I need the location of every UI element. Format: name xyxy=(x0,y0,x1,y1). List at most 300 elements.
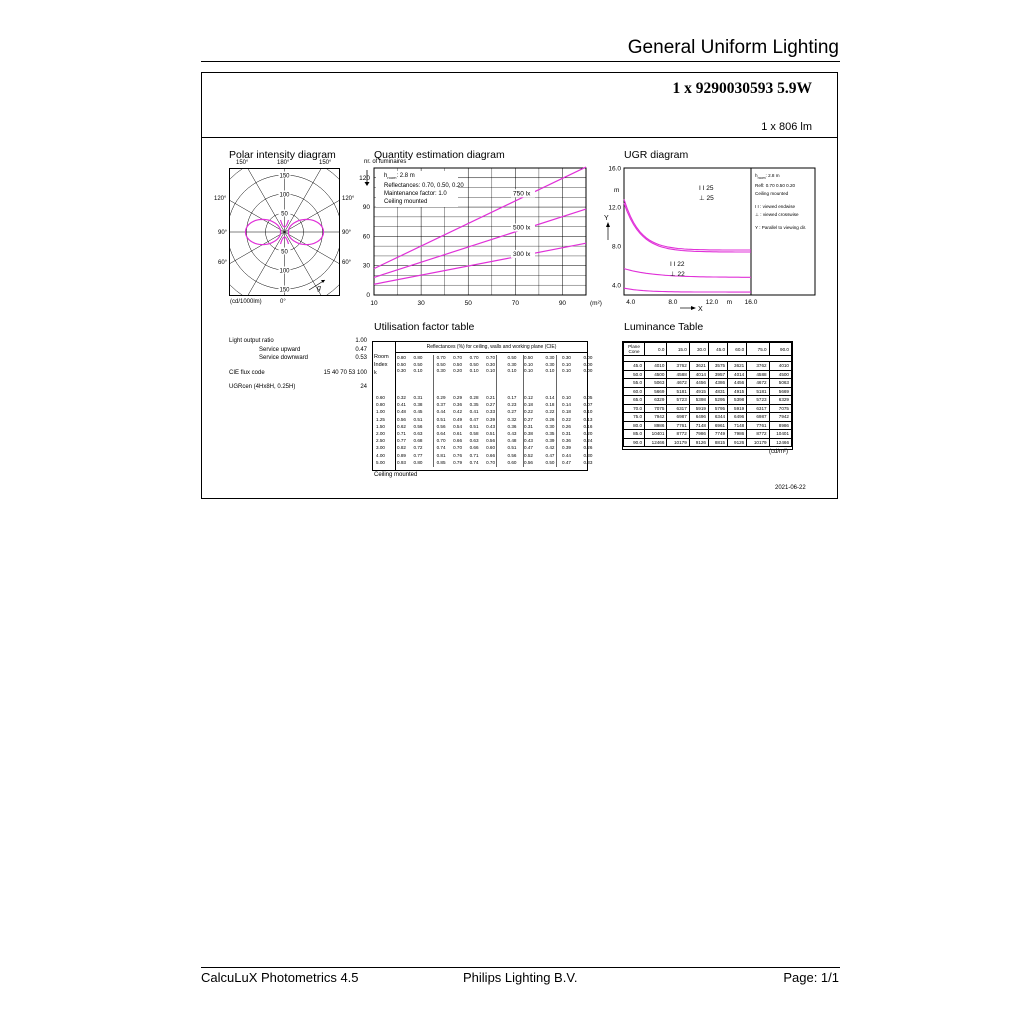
ugr-x-tick: 16.0 xyxy=(744,299,758,306)
utilisation-cell: 0.22 xyxy=(524,409,533,415)
plane-header: 0.0 xyxy=(645,343,667,356)
reflectance-cell: 0.50 xyxy=(469,361,479,367)
utilisation-cell: 0.70 xyxy=(453,445,463,451)
ugr-x-tick: 12.0 xyxy=(705,299,719,306)
quantity-x-tick: 10 xyxy=(370,300,378,307)
quantity-legend: $h_{room}$: 2.8 m Reflectances: 0.70, 0.50, 0.20 Maintenance factor: 1.0 Ceiling mounted xyxy=(384,173,464,206)
luminance-table xyxy=(623,342,792,447)
footer-software: CalcuLuX Photometrics 4.5 xyxy=(201,970,359,985)
room-index-cell: 5.00 xyxy=(376,459,385,465)
reflectance-cell: 0.30 xyxy=(397,368,406,374)
reflectance-cell: 0.50 xyxy=(397,361,406,367)
utilisation-cell: 0.47 xyxy=(562,459,571,465)
utilisation-cell: 0.41 xyxy=(397,402,406,408)
luminance-cell: 7761 xyxy=(747,421,769,430)
polar-angle-right-90: 90° xyxy=(342,230,352,236)
reflectance-cell: 0.10 xyxy=(413,368,423,374)
utilisation-cell: 0.31 xyxy=(562,430,571,436)
utilisation-title: Utilisation factor table xyxy=(374,321,475,333)
utilisation-cell: 0.33 xyxy=(486,409,496,415)
utilisation-cell: 0.63 xyxy=(469,438,479,444)
footer-company: Philips Lighting B.V. xyxy=(463,970,578,985)
utilisation-cell: 0.51 xyxy=(413,416,423,422)
luminance-cell: 10179 xyxy=(747,438,769,447)
luminance-cell: 6329 xyxy=(645,396,667,405)
luminance-cell: 6317 xyxy=(667,404,689,413)
utilisation-cell: 0.39 xyxy=(486,416,496,422)
plane-header: 90.0 xyxy=(769,343,791,356)
utilisation-cell: 0.16 xyxy=(583,423,593,429)
utilisation-cell: 0.45 xyxy=(413,409,423,415)
reflectance-cell: 0.10 xyxy=(562,368,571,374)
utilisation-cell: 0.31 xyxy=(413,395,423,400)
utilisation-cell: 0.51 xyxy=(469,423,479,429)
polar-radial-label: 150 xyxy=(279,173,290,180)
utilisation-cell: 0.14 xyxy=(562,402,571,408)
light-output-table: Light output ratio 1.00 Service upward 0.47 Service downward 0.53 CIE flux code 15 40 70 53 100 UGRcen (4Hx8H, 0.25H) 24 xyxy=(229,338,367,390)
utilisation-cell: 0.05 xyxy=(583,395,593,400)
plane-header: 15.0 xyxy=(667,343,689,356)
utilisation-cell: 0.47 xyxy=(469,416,479,422)
utilisation-cell: 0.70 xyxy=(486,459,496,465)
luminance-cell: 7986 xyxy=(728,430,747,439)
luminance-cell: 12466 xyxy=(645,438,667,447)
luminance-cell: 4588 xyxy=(667,370,689,379)
footer-page: Page: 1/1 xyxy=(783,970,839,985)
utilisation-cell: 0.77 xyxy=(413,452,423,458)
utilisation-cell: 0.66 xyxy=(453,438,463,444)
luminance-title: Luminance Table xyxy=(624,321,704,333)
utilisation-cell: 0.71 xyxy=(469,452,479,458)
luminance-cell: 5723 xyxy=(667,396,689,405)
luminance-cell: 9126 xyxy=(689,438,708,447)
ugr-axis-y: Y xyxy=(604,215,609,222)
room-index-cell: 1.25 xyxy=(376,416,385,422)
utilisation-cell: 0.36 xyxy=(453,402,463,408)
ugr-curve-lower xyxy=(624,269,751,278)
utilisation-cell: 0.74 xyxy=(469,459,479,465)
luminance-cell: 5398 xyxy=(689,396,708,405)
utilisation-cell: 0.93 xyxy=(397,459,406,465)
reflectance-cell: 0.50 xyxy=(524,355,533,360)
cone-cell: 45.0 xyxy=(624,362,645,371)
utilisation-cell: 0.61 xyxy=(453,430,463,436)
luminance-cell: 7749 xyxy=(708,430,727,439)
polar-diagram xyxy=(229,168,340,296)
cone-cell: 60.0 xyxy=(624,387,645,396)
luminance-cell: 5919 xyxy=(689,404,708,413)
utilisation-cell: 0.64 xyxy=(436,430,446,436)
reflectance-cell: 0.70 xyxy=(453,355,463,360)
polar-title: Polar intensity diagram xyxy=(229,149,336,161)
luminance-cell: 6961 xyxy=(708,421,727,430)
utilisation-cell: 0.68 xyxy=(413,438,423,444)
luminance-cell: 4915 xyxy=(728,387,747,396)
reflectance-cell: 0.00 xyxy=(583,361,593,367)
utilisation-cell: 0.17 xyxy=(507,395,517,400)
room-index-cell: 4.00 xyxy=(376,452,385,458)
reflectance-cell: 0.80 xyxy=(397,355,406,360)
utilisation-cell: 0.51 xyxy=(507,445,517,451)
room-index-cell: 1.50 xyxy=(376,423,385,429)
luminance-cell: 5669 xyxy=(645,387,667,396)
utilisation-cell: 0.60 xyxy=(486,445,496,451)
reflectance-cell: 0.50 xyxy=(436,361,446,367)
utilisation-cell: 0.26 xyxy=(583,445,593,451)
utilisation-cell: 0.47 xyxy=(545,452,555,458)
polar-radial-label: 100 xyxy=(279,268,290,275)
utilisation-cell: 0.62 xyxy=(397,423,406,429)
ugr-legend: $h_{room}$: 2.8 m Refl: 0.70 0.50 0.20 Ceiling mounted I I : viewed endwise ⊥ : viewed crosswise Y : Parallel to viewing dir. xyxy=(755,173,807,231)
utilisation-cell: 0.32 xyxy=(397,395,406,400)
luminance-cell: 3762 xyxy=(667,362,689,371)
luminance-cell: 7148 xyxy=(728,421,747,430)
luminance-cell: 10401 xyxy=(645,430,667,439)
reflectance-cell: 0.10 xyxy=(469,368,479,374)
utilisation-cell: 0.66 xyxy=(469,445,479,451)
utilisation-cell: 0.58 xyxy=(469,430,479,436)
luminance-cell: 6317 xyxy=(747,404,769,413)
utilisation-cell: 0.37 xyxy=(436,402,446,408)
luminance-cell: 4672 xyxy=(667,379,689,388)
utilisation-cell: 0.12 xyxy=(524,395,533,400)
utilisation-cell: 0.56 xyxy=(524,459,533,465)
ugr-label-bottom-crosswise: ⊥ 22 xyxy=(670,271,685,278)
utilisation-cell: 0.60 xyxy=(507,459,517,465)
luminance-cell: 7761 xyxy=(667,421,689,430)
luminance-table-box xyxy=(622,341,793,450)
plane-label: Plane xyxy=(628,344,640,349)
utilisation-cell: 0.24 xyxy=(583,438,593,444)
utilisation-cell: 0.38 xyxy=(524,430,533,436)
reflectance-cell: 0.50 xyxy=(507,355,517,360)
plane-header: 30.0 xyxy=(689,343,708,356)
reflectance-cell: 0.30 xyxy=(545,361,555,367)
utilisation-cell: 0.14 xyxy=(545,395,555,400)
luminance-cell: 6987 xyxy=(667,413,689,422)
luminance-cell: 4915 xyxy=(689,387,708,396)
utilisation-cell: 0.13 xyxy=(583,416,593,422)
utilisation-cell: 0.79 xyxy=(453,459,463,465)
cone-cell: 50.0 xyxy=(624,370,645,379)
polar-top-angle-center: 180° xyxy=(277,160,290,166)
utilisation-cell: 0.36 xyxy=(507,423,517,429)
utilisation-cell: 0.85 xyxy=(436,459,446,465)
ugr-axis-x: X xyxy=(698,306,703,313)
luminance-cell: 4386 xyxy=(708,379,727,388)
polar-radial-label: 150 xyxy=(279,287,290,294)
ugr-title: UGR diagram xyxy=(624,149,689,161)
cone-cell: 90.0 xyxy=(624,438,645,447)
luminance-cell: 10179 xyxy=(667,438,689,447)
utilisation-cell: 0.27 xyxy=(507,409,517,415)
luminance-cell: 12466 xyxy=(769,438,791,447)
reflectance-cell: 0.80 xyxy=(413,355,423,360)
reflectance-cell: 0.70 xyxy=(436,355,446,360)
quantity-series-label: 500 lx xyxy=(512,224,531,232)
utilisation-cell: 0.51 xyxy=(436,416,446,422)
quantity-y-tick: 30 xyxy=(362,262,370,270)
room-index-header: Room Index k xyxy=(374,354,389,376)
polar-angle-left-90: 90° xyxy=(218,230,228,236)
polar-radial-label: 50 xyxy=(281,211,288,218)
luminance-cell: 10401 xyxy=(769,430,791,439)
luminance-cell: 7148 xyxy=(689,421,708,430)
polar-radial-label: 100 xyxy=(279,192,290,199)
utilisation-cell: 0.18 xyxy=(524,402,533,408)
reflectance-cell: 0.10 xyxy=(507,368,517,374)
utilisation-cell: 0.42 xyxy=(453,409,463,415)
utilisation-cell: 0.10 xyxy=(562,395,571,400)
polar-angle-right-60: 60° xyxy=(342,260,352,266)
utilisation-cell: 0.18 xyxy=(545,402,555,408)
luminance-cell: 3621 xyxy=(689,362,708,371)
cone-cell: 70.0 xyxy=(624,404,645,413)
page-title: General Uniform Lighting xyxy=(627,37,839,58)
luminance-cell: 6496 xyxy=(728,413,747,422)
room-index-cell: 0.60 xyxy=(376,395,385,400)
utilisation-cell: 0.70 xyxy=(436,438,446,444)
luminance-unit: (cd/m²) xyxy=(769,449,788,455)
luminance-cell: 7075 xyxy=(769,404,791,413)
cone-cell: 80.0 xyxy=(624,421,645,430)
reflectance-cell: 0.30 xyxy=(436,368,446,374)
luminance-cell: 4588 xyxy=(747,370,769,379)
luminance-cell: 3762 xyxy=(747,362,769,371)
room-index-cell: 0.80 xyxy=(376,402,385,408)
reflectance-cell: 0.00 xyxy=(583,368,593,374)
polar-angle-left-60: 60° xyxy=(218,260,228,266)
reflectance-cell: 0.30 xyxy=(486,361,496,367)
utilisation-cell: 0.89 xyxy=(397,452,406,458)
luminance-cell: 3957 xyxy=(708,370,727,379)
utilisation-cell: 0.43 xyxy=(524,438,533,444)
utilisation-cell: 0.47 xyxy=(524,445,533,451)
luminance-cell: 8815 xyxy=(708,438,727,447)
reflectance-cell: 0.20 xyxy=(453,368,463,374)
utilisation-cell: 0.71 xyxy=(397,430,406,436)
utilisation-cell: 0.27 xyxy=(524,416,533,422)
quantity-y-tick: 90 xyxy=(362,204,370,212)
quantity-ylabel: nr. of luminaires xyxy=(364,159,407,165)
polar-angle-right-120: 120° xyxy=(342,196,355,202)
utilisation-cell: 0.26 xyxy=(562,423,571,429)
utilisation-cell: 0.30 xyxy=(583,452,593,458)
luminance-cell: 6987 xyxy=(747,413,769,422)
ugr-curve-upper-2 xyxy=(624,203,751,252)
reflectance-cell: 0.10 xyxy=(486,368,496,374)
luminance-cell: 4500 xyxy=(645,370,667,379)
utilisation-cell: 0.28 xyxy=(469,395,479,400)
utilisation-cell: 0.80 xyxy=(413,459,423,465)
utilisation-cell: 0.39 xyxy=(562,445,571,451)
utilisation-cell: 0.81 xyxy=(436,452,446,458)
utilisation-cell: 0.76 xyxy=(453,452,463,458)
ugr-y-unit: m xyxy=(614,187,620,194)
room-index-cell: 3.00 xyxy=(376,445,385,451)
utilisation-cell: 0.56 xyxy=(486,438,496,444)
quantity-series-line xyxy=(374,243,586,284)
utilisation-cell: 0.30 xyxy=(545,423,555,429)
luminance-cell: 5723 xyxy=(747,396,769,405)
ugr-curve-upper xyxy=(624,199,751,250)
luminaire-name: 1 x 9290030593 5.9W xyxy=(672,80,812,97)
luminance-cell: 7986 xyxy=(689,430,708,439)
ugr-y-tick: 12.0 xyxy=(608,204,621,212)
reflectance-cell: 0.00 xyxy=(583,355,593,360)
luminance-cell: 5063 xyxy=(645,379,667,388)
utilisation-cell: 0.48 xyxy=(397,409,406,415)
luminance-cell: 5181 xyxy=(667,387,689,396)
luminance-cell: 8986 xyxy=(769,421,791,430)
utilisation-cell: 0.54 xyxy=(453,423,463,429)
luminance-cell: 7075 xyxy=(645,404,667,413)
utilisation-cell: 0.33 xyxy=(583,459,593,465)
utilisation-cell: 0.32 xyxy=(507,416,517,422)
report-date: 2021-06-22 xyxy=(775,485,806,491)
quantity-x-unit: (m²) xyxy=(590,300,602,307)
luminance-cell: 4014 xyxy=(689,370,708,379)
utilisation-cell: 0.66 xyxy=(486,452,496,458)
cone-cell: 55.0 xyxy=(624,379,645,388)
quantity-x-tick: 90 xyxy=(558,300,567,307)
utilisation-cell: 0.56 xyxy=(436,423,446,429)
plane-header: 75.0 xyxy=(747,343,769,356)
luminance-cell: 5295 xyxy=(708,396,727,405)
quantity-y-tick: 0 xyxy=(366,292,370,299)
reflectance-cell: 0.50 xyxy=(413,361,423,367)
luminance-cell: 7942 xyxy=(769,413,791,422)
utilisation-cell: 0.38 xyxy=(413,402,423,408)
utilisation-cell: 0.56 xyxy=(507,452,517,458)
luminance-cell: 4014 xyxy=(728,370,747,379)
utilisation-cell: 0.27 xyxy=(486,402,496,408)
ugr-x-tick: 4.0 xyxy=(626,299,636,306)
utilisation-cell: 0.18 xyxy=(562,409,571,415)
utilisation-cell: 0.42 xyxy=(545,445,555,451)
quantity-x-tick: 70 xyxy=(511,300,519,307)
room-index-cell: 1.00 xyxy=(376,409,385,415)
luminaire-flux: 1 x 806 lm xyxy=(761,121,812,133)
polar-bottom-angle: 0° xyxy=(280,299,286,305)
utilisation-cell: 0.52 xyxy=(524,452,533,458)
luminance-cell: 9126 xyxy=(728,438,747,447)
ugr-label-top-endwise: I I 25 xyxy=(699,185,714,192)
ugr-y-tick: 16.0 xyxy=(608,165,621,173)
quantity-series-line xyxy=(374,209,586,277)
utilisation-cell: 0.77 xyxy=(397,438,406,444)
utilisation-cell: 0.41 xyxy=(469,409,479,415)
luminance-cell: 5398 xyxy=(728,396,747,405)
footer-rule xyxy=(201,967,840,968)
utilisation-table-box xyxy=(372,341,593,471)
room-index-values xyxy=(376,394,385,466)
header-rule xyxy=(201,61,840,62)
cone-label: Cone xyxy=(628,349,640,354)
cone-cell: 75.0 xyxy=(624,413,645,422)
polar-top-angle-left: 150° xyxy=(236,160,249,166)
ugr-y-tick: 8.0 xyxy=(611,243,621,251)
reflectance-cell: 0.70 xyxy=(486,355,496,360)
utilisation-cell: 0.07 xyxy=(583,402,593,408)
polar-radial-label: 50 xyxy=(281,249,288,256)
ugr-x-unit: m xyxy=(726,299,732,306)
ugr-curve-lower-2 xyxy=(624,288,751,292)
utilisation-cell: 0.63 xyxy=(413,430,423,436)
ugr-label-bottom-endwise: I I 22 xyxy=(670,261,685,268)
room-index-cell: 2.50 xyxy=(376,438,385,444)
luminance-cell: 4010 xyxy=(769,362,791,371)
luminance-cell: 7942 xyxy=(645,413,667,422)
quantity-y-tick: 120 xyxy=(359,174,370,182)
luminance-cell: 4500 xyxy=(769,370,791,379)
quantity-chart xyxy=(340,166,600,314)
utilisation-cell: 0.44 xyxy=(436,409,446,415)
ugr-label-top-crosswise: ⊥ 25 xyxy=(699,195,714,202)
utilisation-cell: 0.22 xyxy=(545,409,555,415)
luminance-cell: 6329 xyxy=(769,396,791,405)
utilisation-cell: 0.35 xyxy=(545,430,555,436)
utilisation-cell: 0.39 xyxy=(545,438,555,444)
utilisation-cell: 0.43 xyxy=(486,423,496,429)
utilisation-cell: 0.48 xyxy=(507,438,517,444)
utilisation-cell: 0.36 xyxy=(562,438,571,444)
utilisation-cell: 0.72 xyxy=(413,445,423,451)
quantity-y-tick: 60 xyxy=(362,233,370,241)
ugr-x-tick: 8.0 xyxy=(668,299,678,306)
utilisation-cell: 0.26 xyxy=(545,416,555,422)
luminance-cell: 5795 xyxy=(708,404,727,413)
quantity-series-label: 750 lx xyxy=(512,190,531,198)
reflectance-cell: 0.70 xyxy=(469,355,479,360)
reflectance-cell: 0.10 xyxy=(524,361,533,367)
reflectance-cell: 0.30 xyxy=(562,355,571,360)
utilisation-cell: 0.74 xyxy=(436,445,446,451)
luminance-cell: 4010 xyxy=(645,362,667,371)
utilisation-cell: 0.50 xyxy=(545,459,555,465)
quantity-series-label: 300 lx xyxy=(512,250,531,258)
utilisation-cell: 0.29 xyxy=(436,395,446,400)
utilisation-cell: 0.23 xyxy=(507,402,517,408)
luminance-cell: 5919 xyxy=(728,404,747,413)
cone-cell: 85.0 xyxy=(624,430,645,439)
luminance-cell: 5063 xyxy=(769,379,791,388)
luminance-cell: 8986 xyxy=(645,421,667,430)
utilisation-cell: 0.10 xyxy=(583,409,593,415)
luminance-cell: 3621 xyxy=(728,362,747,371)
utilisation-cell: 0.44 xyxy=(562,452,571,458)
luminance-cell: 5181 xyxy=(747,387,769,396)
frame-divider xyxy=(201,137,837,138)
luminance-cell: 4456 xyxy=(689,379,708,388)
utilisation-cell: 0.29 xyxy=(453,395,463,400)
utilisation-cell: 0.56 xyxy=(397,416,406,422)
luminance-cell: 6496 xyxy=(689,413,708,422)
quantity-title: Quantity estimation diagram xyxy=(374,149,505,161)
utilisation-cell: 0.22 xyxy=(562,416,571,422)
luminance-cell: 3575 xyxy=(708,362,727,371)
ugr-y-tick: 4.0 xyxy=(611,282,621,290)
reflectance-cell: 0.10 xyxy=(562,361,571,367)
luminance-cell: 4672 xyxy=(747,379,769,388)
utilisation-cell: 0.51 xyxy=(486,430,496,436)
reflectance-cell: 0.10 xyxy=(524,368,533,374)
reflectance-cell: 0.10 xyxy=(545,368,555,374)
luminance-cell: 6344 xyxy=(708,413,727,422)
utilisation-cell: 0.56 xyxy=(413,423,423,429)
room-index-cell: 2.00 xyxy=(376,431,385,437)
luminance-cell: 4456 xyxy=(728,379,747,388)
